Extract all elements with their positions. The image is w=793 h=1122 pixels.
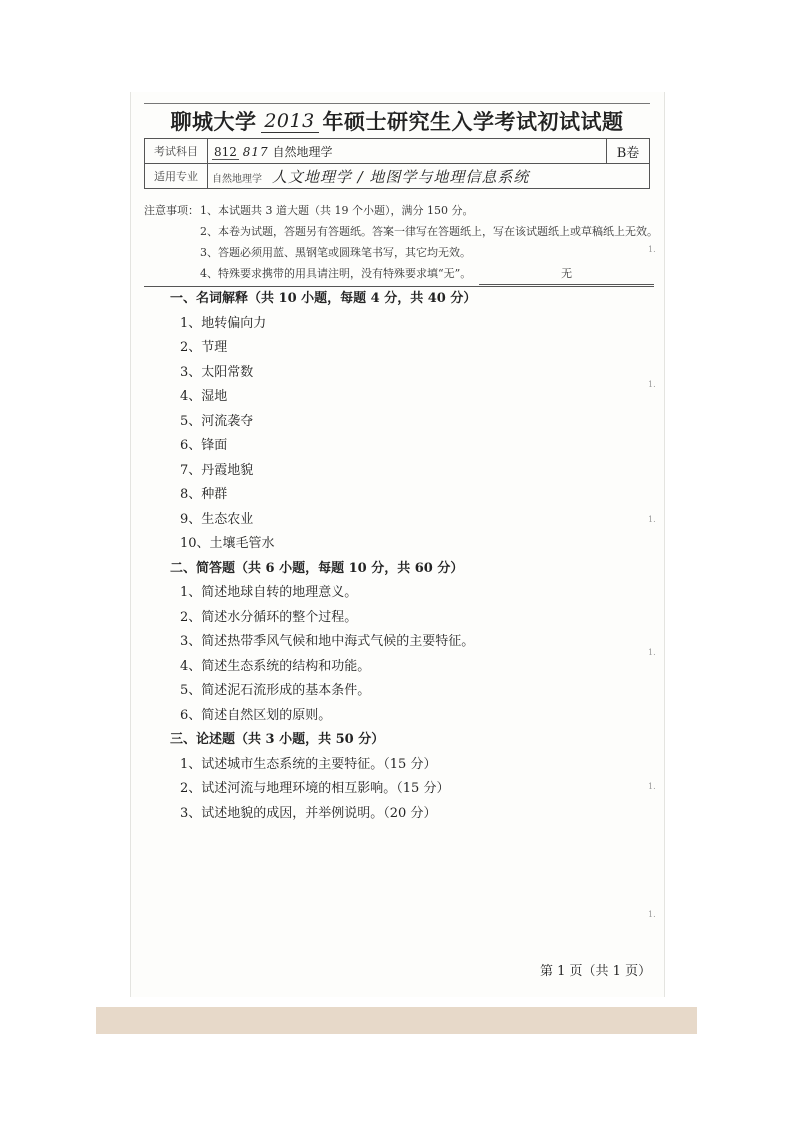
question-item: 5、河流袭夺 <box>180 413 254 429</box>
title-suffix: 年硕士研究生入学考试初试试题 <box>322 110 624 134</box>
note-item: 4、特殊要求携带的用具请注明，没有特殊要求填“无”。 <box>200 267 472 280</box>
section-title: 三、论述题（共 3 小题，共 50 分） <box>170 732 385 747</box>
title-university: 聊城大学 <box>170 110 257 134</box>
major-label: 适用专业 <box>145 164 208 189</box>
scan-margin-mark: 1. <box>648 910 656 919</box>
question-item: 9、生态农业 <box>180 511 254 527</box>
scan-margin-mark: 1. <box>648 380 656 389</box>
scan-margin-mark: 1. <box>648 245 656 254</box>
page-title <box>144 106 650 136</box>
question-item: 3、太阳常数 <box>180 364 254 380</box>
note-item: 1、本试题共 3 道大题（共 19 个小题），满分 150 分。 <box>200 204 474 217</box>
note-item: 2、本卷为试题，答题另有答题纸。答案一律写在答题纸上，写在该试题纸上或草稿纸上无效。 <box>200 225 658 238</box>
title-year: 2013 <box>261 110 319 133</box>
exam-info-table <box>144 138 650 189</box>
question-item: 1、简述地球自转的地理意义。 <box>180 585 358 600</box>
special-tools-fill: 无 <box>479 263 654 285</box>
question-item: 2、试述河流与地理环境的相互影响。（15 分） <box>180 781 450 796</box>
bottom-beige-band <box>96 1007 697 1034</box>
subject-name: 自然地理学 <box>272 144 333 159</box>
question-item: 8、种群 <box>180 487 228 502</box>
subject-code-handwritten: 817 <box>242 144 269 159</box>
question-content <box>158 287 638 826</box>
scan-margin-mark: 1. <box>648 648 656 657</box>
question-item: 6、简述自然区划的原则。 <box>180 707 332 723</box>
scan-margin-mark: 1. <box>648 515 656 524</box>
question-item: 3、试述地貌的成因，并举例说明。（20 分） <box>180 805 437 821</box>
question-item: 3、简述热带季风气候和地中海式气候的主要特征。 <box>180 634 475 649</box>
note-row <box>144 221 658 242</box>
question-item: 1、地转偏向力 <box>180 315 267 331</box>
note-item: 3、答题必须用蓝、黑钢笔或圆珠笔书写，其它均无效。 <box>200 246 471 259</box>
major-cell <box>208 164 650 189</box>
question-item: 1、试述城市生态系统的主要特征。（15 分） <box>180 756 437 772</box>
question-item: 2、简述水分循环的整个过程。 <box>180 609 358 625</box>
section-title: 一、名词解释（共 10 小题，每题 4 分，共 40 分） <box>170 291 477 306</box>
subject-label: 考试科目 <box>145 139 208 164</box>
subject-cell <box>208 139 607 164</box>
volume-label: B卷 <box>607 139 650 164</box>
scan-margin-mark: 1. <box>648 782 656 791</box>
note-row <box>144 200 654 221</box>
question-item: 7、丹霞地貌 <box>180 462 254 478</box>
note-row <box>144 242 654 263</box>
question-item: 2、节理 <box>180 340 228 355</box>
question-item: 10、土壤毛管水 <box>180 536 275 551</box>
notes-label: 注意事项： <box>144 204 199 217</box>
page-number: 第 1 页（共 1 页） <box>540 964 652 979</box>
question-item: 6、锋面 <box>180 438 228 453</box>
top-rule <box>144 103 650 104</box>
major-printed: 自然地理学 <box>212 173 262 185</box>
exam-notes <box>144 200 658 285</box>
note-row <box>144 263 654 285</box>
question-item: 4、湿地 <box>180 389 228 404</box>
major-handwritten: 人文地理学 / 地图学与地理信息系统 <box>271 167 530 186</box>
question-item: 4、简述生态系统的结构和功能。 <box>180 658 371 674</box>
subject-code: 812 <box>214 144 237 159</box>
section-title: 二、简答题（共 6 小题，每题 10 分，共 60 分） <box>170 560 464 576</box>
question-item: 5、简述泥石流形成的基本条件。 <box>180 683 371 698</box>
